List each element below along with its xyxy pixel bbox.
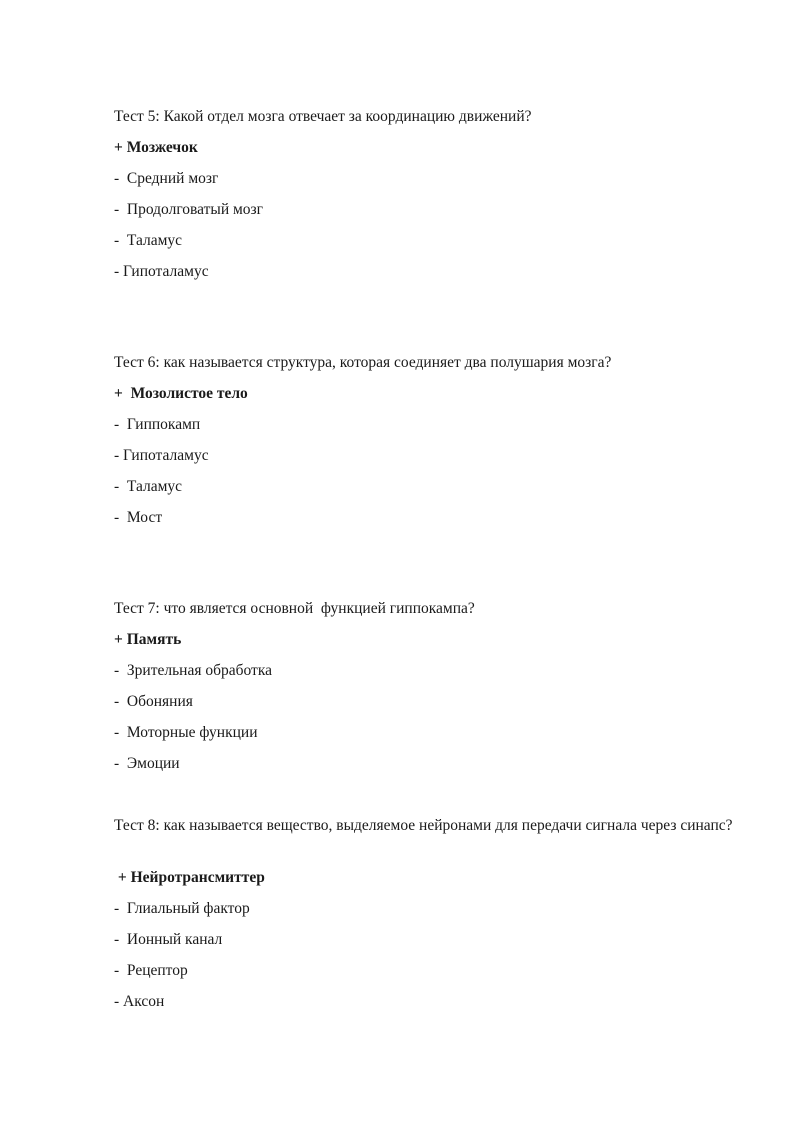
answer-option: - Продолговатый мозг bbox=[114, 201, 264, 218]
question-text: Тест 7: что является основной функцией гиппокампа? bbox=[114, 600, 475, 617]
answer-option: - Таламус bbox=[114, 232, 183, 249]
correct-answer: + Нейротрансмиттер bbox=[114, 869, 265, 886]
test-block-6 bbox=[114, 347, 742, 533]
answer-option: - Рецептор bbox=[114, 962, 188, 979]
answer-option: - Моторные функции bbox=[114, 724, 258, 741]
correct-answer: + Память bbox=[114, 631, 182, 648]
answer-option: - Мост bbox=[114, 509, 163, 526]
answer-option: - Обоняния bbox=[114, 693, 193, 710]
correct-answer: + Мозолистое тело bbox=[114, 385, 248, 402]
answer-option: - Глиальный фактор bbox=[114, 900, 250, 917]
answer-option: - Таламус bbox=[114, 478, 183, 495]
correct-answer: + Мозжечок bbox=[114, 139, 198, 156]
answer-option: - Ионный канал bbox=[114, 931, 223, 948]
test-block-5 bbox=[114, 101, 742, 287]
test-block-8 bbox=[114, 810, 742, 1017]
answer-option: - Аксон bbox=[114, 993, 165, 1010]
answer-option: - Эмоции bbox=[114, 755, 180, 772]
answer-option: - Гипоталамус bbox=[114, 263, 209, 280]
question-text: Тест 6: как называется структура, которая соединяет два полушария мозга? bbox=[114, 354, 612, 371]
test-block-7 bbox=[114, 593, 742, 779]
answer-option: - Гипоталамус bbox=[114, 447, 209, 464]
answer-option: - Гиппокамп bbox=[114, 416, 201, 433]
question-text: Тест 8: как называется вещество, выделяемое нейронами для передачи сигнала через синапс? bbox=[114, 817, 733, 834]
answer-option: - Средний мозг bbox=[114, 170, 219, 187]
answer-option: - Зрительная обработка bbox=[114, 662, 273, 679]
question-text: Тест 5: Какой отдел мозга отвечает за координацию движений? bbox=[114, 108, 532, 125]
